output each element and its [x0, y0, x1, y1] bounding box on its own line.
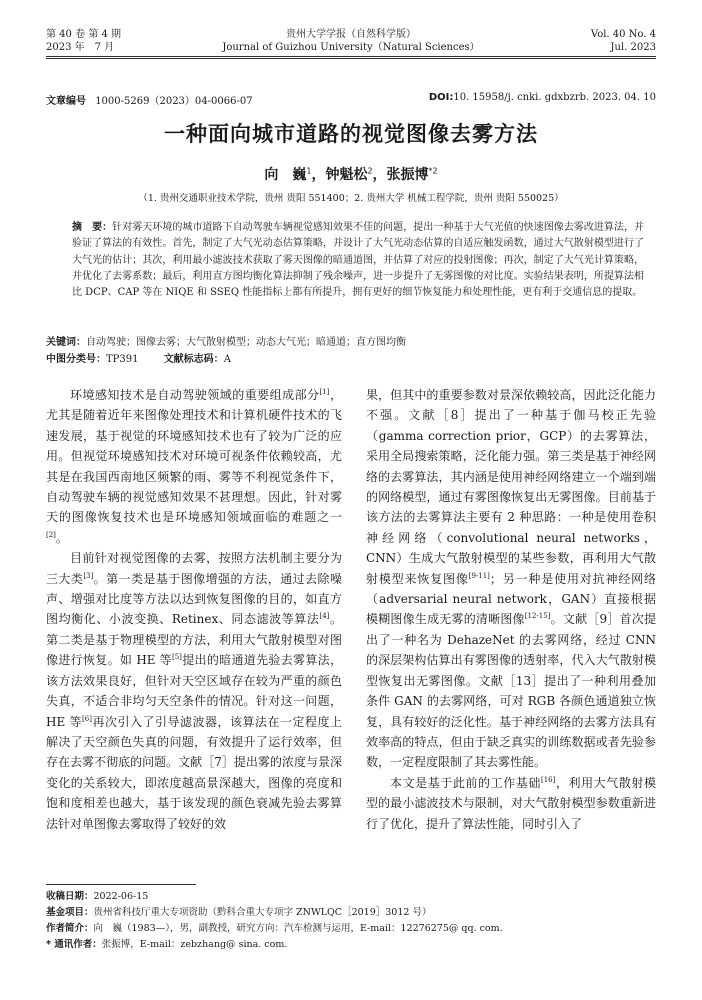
- text-run: 。文献［9］首次提出了一种名为 DehazeNet 的去雾网络，经过 CNN 的深层架构估算出有雾图像的透射率，代入大气散射模型恢复出无雾图像。文献［13］提出了一种利用叠加条件 GAN 的去雾网络，可对 RGB 各颜色通道独立恢复，具有较好的泛化性。基于神经网络的去雾方法具有效率高的特点，但由于缺乏真实的训练数据或者先验参数，一定程度限制了其去雾性能。: [366, 612, 656, 770]
- paper-title: 一种面向城市道路的视觉图像去雾方法: [164, 122, 538, 146]
- issue-date-en: Jul. 2023: [610, 42, 656, 53]
- clc-value: TP391: [106, 354, 139, 365]
- citation: [2]: [46, 530, 56, 539]
- footnote-fund: [46, 906, 656, 920]
- paragraph: [46, 385, 342, 548]
- corresponding-label: * 通讯作者：: [46, 939, 102, 950]
- footnote-rule: [46, 884, 196, 885]
- issue-date: 2023 年 7 月: [46, 42, 115, 53]
- text-run: 提出的暗通道先验去雾算法，该方法效果良好，但针对天空区域存在较为严重的颜色失真，不适合非均匀天空条件的情况。针对这一问题，HE 等: [46, 653, 342, 729]
- text-run: ，利用大气散射模型的最小滤波技术与限制，对大气散射模型参数重新进行了优化，提升了算法性能，同时引入了: [366, 775, 656, 831]
- received-label: 收稿日期：: [46, 891, 94, 902]
- citation: [5]: [172, 653, 182, 662]
- citation: [4]: [319, 612, 330, 621]
- author-1-affil: 1: [306, 166, 312, 176]
- author-2: 钟魁松: [325, 167, 368, 183]
- doi-value: 10. 15958/j. cnki. gdxbzrb. 2023. 04. 10: [453, 92, 656, 103]
- author-3: 张振博: [386, 167, 429, 183]
- author-bio-value: 向 巍（1983—），男，副教授，研究方向：汽车检测与运用，E-mail：12276275@ qq. com.: [93, 923, 503, 934]
- footnote-received: [46, 890, 656, 904]
- text-run: 再次引入了引导滤波器，该算法在一定程度上解决了天空颜色失真的问题，有效提升了运行效率，但存在去雾不彻底的问题。文献［7］提出雾的浓度与景深变化的关系较大，即浓度越高景深越大，图像的亮度和饱和度相差也越大，基于该发现的颜色衰减先验去雾算法针对单图像去雾取得了较好的效: [46, 714, 342, 831]
- fund-label: 基金项目：: [46, 907, 94, 918]
- abstract-text: 针对雾天环境的城市道路下自动驾驶车辆视觉感知效果不佳的问题，提出一种基于大气光值的快速图像去雾改进算法，并验证了算法的有效性。首先，制定了大气光动态估算策略，并设计了大气光动态估算的自适应触发函数，通过大气散射模型进行了大气光的估计；其次，利用最小滤波技术获取了雾天图像的暗通道图，并估算了对应的投射图像；再次，制定了大气光计算策略，并优化了去雾系数；最后，利用直方图均衡化算法抑制了残余噪声，进一步提升了无雾图像的对比度。实验结果表明，所提算法相比 DCP、CAP 等在 NIQE 和 SSEQ 性能指标上都有所提升，拥有更好的细节恢复能力和处理性能，更有利于交通信息的提取。: [72, 222, 645, 299]
- header-rule: [46, 56, 656, 57]
- classification: [46, 350, 656, 365]
- author-separator: ，: [311, 167, 326, 183]
- corresponding-value: 张振博，E-mail：zebzhang@ sina. com.: [101, 939, 288, 950]
- text-run: ；另一种是使用对抗神经网络（adversarial neural network，GAN）直接根据模糊图像生成无雾的清晰图像: [366, 571, 656, 627]
- doi-label: DOI:: [428, 92, 454, 103]
- text-run: 。第一类是基于图像增强的方法，通过去除噪声、增强对比度等方法以达到恢复图像的目的，如直方图均衡化、小波变换、Retinex、同态滤波等算法: [46, 571, 342, 627]
- header-rule-2: [46, 58, 656, 59]
- body-column-right: [366, 385, 656, 834]
- author-3-affil: *2: [428, 166, 438, 176]
- volume-issue: 第 40 卷 第 4 期: [46, 29, 121, 40]
- article-id-label: 文章编号: [46, 96, 86, 107]
- keywords: [46, 333, 656, 348]
- article-meta: [46, 92, 656, 107]
- journal-name-cn: 贵州大学学报（自然科学版）: [286, 29, 416, 40]
- doc-code-value: A: [223, 354, 231, 365]
- citation: [6]: [82, 714, 92, 723]
- fund-value: 贵州省科技厅重大专项资助（黔科合重大专项字 ZNWLQC［2019］3012 号）: [93, 907, 432, 918]
- paragraph: [366, 385, 656, 773]
- text-run: 。第二类是基于物理模型的方法，利用大气散射模型对图像进行恢复。如 HE 等: [46, 612, 342, 668]
- volume-issue-en: Vol. 40 No. 4: [590, 29, 656, 40]
- footnote-author: [46, 922, 656, 936]
- clc-label: 中图分类号：: [46, 354, 106, 365]
- author-1: 向 巍: [264, 167, 307, 183]
- text-run: 目前针对视觉图像的去雾，按照方法机制主要分为三大类: [46, 551, 342, 586]
- keywords-label: 关键词：: [46, 337, 86, 348]
- abstract: [72, 220, 644, 301]
- citation: [16]: [540, 775, 556, 784]
- citation: [3]: [83, 571, 94, 580]
- author-bio-label: 作者简介：: [46, 923, 94, 934]
- text-run: 环境感知技术是自动驾驶领域的重要组成部分: [70, 388, 320, 402]
- keywords-text: 自动驾驶；图像去雾；大气散射模型；动态大气光；暗通道；直方图均衡: [86, 337, 406, 348]
- received-value: 2022-06-15: [93, 891, 149, 902]
- citation: [12-15]: [524, 612, 551, 621]
- citation: [1]: [319, 388, 330, 396]
- journal-name-en: Journal of Guizhou University（Natural Sciences）: [222, 42, 480, 53]
- footnote-corresponding: [46, 938, 656, 952]
- paragraph: [366, 773, 656, 834]
- body-column-left: [46, 385, 342, 834]
- text-run: 果，但其中的重要参数对景深依赖较高，因此泛化能力不强。文献［8］提出了一种基于伽马校正先验（gamma correction prior，GCP）的去雾算法，采用全局搜索策略，泛化能力强。第三类是基于神经网络的去雾算法，其内涵是使用神经网络建立一个端到端的网络模型，通过有雾图像恢复出无雾图像。目前基于该方法的去雾算法主要有 2 种思路：一种是使用卷积神经网络（convolutional neural networks，CNN）生成大气散射模型的某些参数，再利用大气散射模型来恢复图像: [366, 388, 656, 586]
- citation: [9-11]: [468, 571, 490, 580]
- author-list: [0, 164, 702, 184]
- affiliations: （1. 贵州交通职业技术学院，贵州 贵阳 551400；2. 贵州大学 机械工程学院，贵州 贵阳 550025）: [138, 193, 564, 204]
- article-id-value: 1000-5269（2023）04-0066-07: [95, 96, 253, 107]
- author-separator: ，: [372, 167, 387, 183]
- text-run: 本文是基于此前的工作基础: [390, 775, 541, 790]
- abstract-label: 摘 要：: [72, 222, 113, 233]
- running-header-right: [591, 28, 656, 54]
- text-run: 。: [55, 530, 68, 545]
- doc-code-label: 文献标志码：: [163, 354, 224, 365]
- author-2-affil: 2: [367, 166, 373, 176]
- text-run: ，尤其是随着近年来图像处理技术和计算机硬件技术的飞速发展，基于视觉的环境感知技术也有了较为广泛的应用。但视觉环境感知技术对环境可视条件依赖较高，尤其是在我国西南地区频繁的雨、雾等不利视觉条件下，自动驾驶车辆的视觉感知效果不甚理想。因此，针对雾天的图像恢复技术也是环境感知领域面临的难题之一: [46, 388, 342, 525]
- paragraph: [46, 548, 342, 834]
- doi: [429, 92, 656, 103]
